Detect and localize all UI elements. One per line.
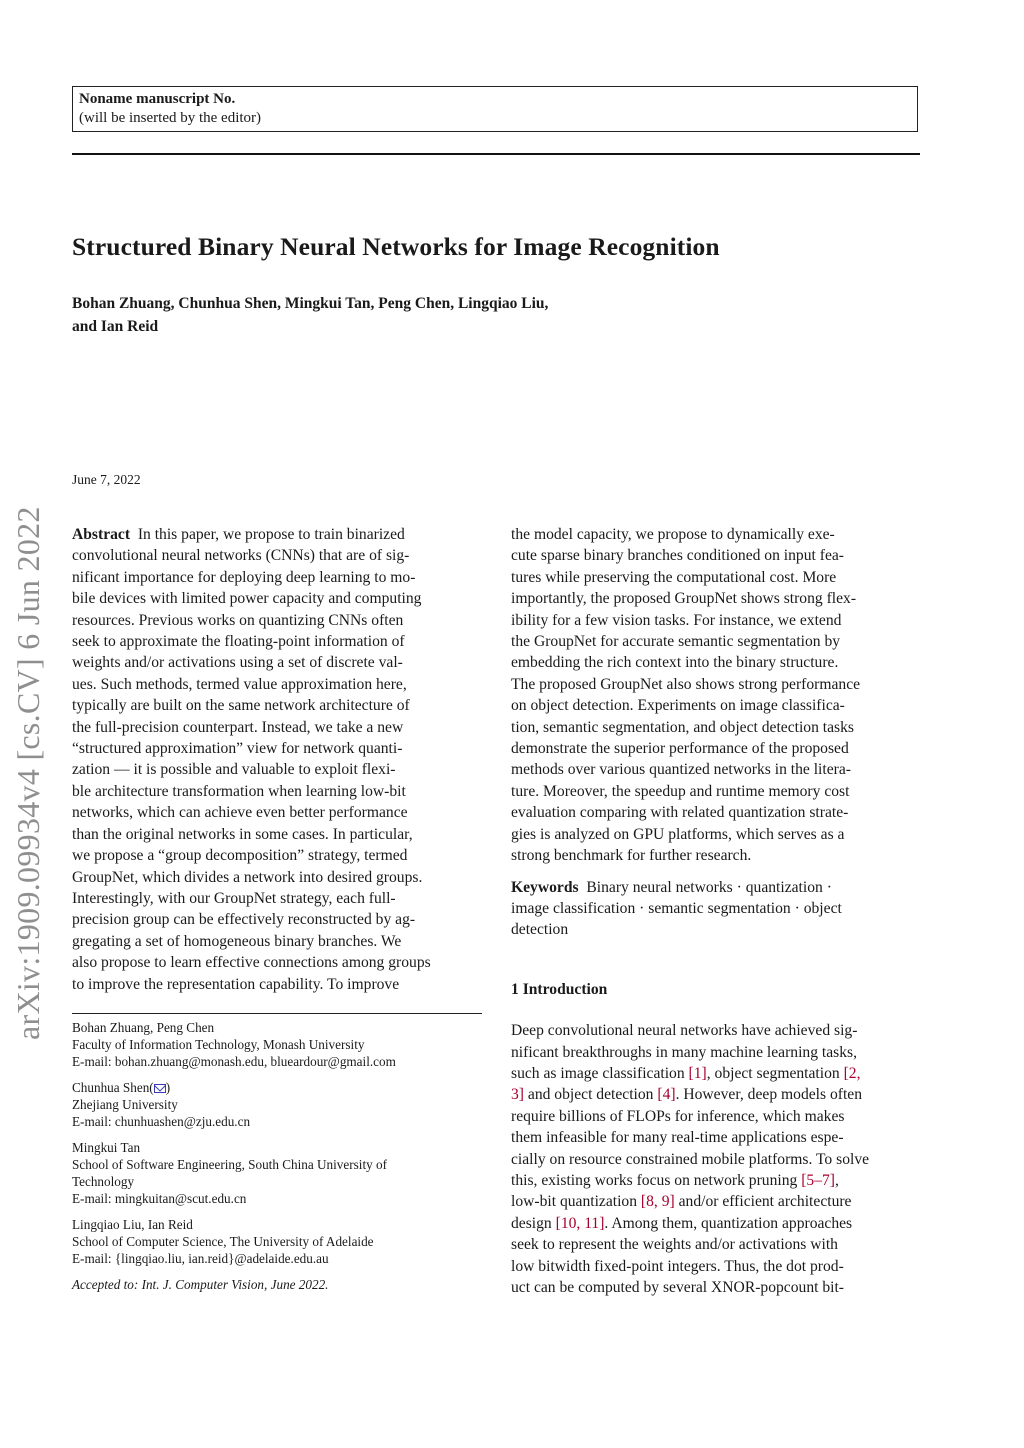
abstract-line: networks, which can achieve even better performance bbox=[72, 804, 408, 822]
affiliation-names: Bohan Zhuang, Peng Chen bbox=[72, 1020, 215, 1035]
abstract-line: ble architecture transformation when learning low-bit bbox=[72, 782, 406, 800]
abstract-line: the GroupNet for accurate semantic segmentation by bbox=[511, 633, 841, 651]
affiliation-1 bbox=[72, 1019, 484, 1070]
abstract-line: ues. Such methods, termed value approximation here, bbox=[72, 675, 407, 693]
intro-line: this, existing works focus on network pruning [5–7], bbox=[511, 1171, 839, 1189]
intro-line: cially on resource constrained mobile platforms. To solve bbox=[511, 1150, 870, 1168]
abstract-line: precision group can be effectively reconstructed by ag- bbox=[72, 911, 416, 929]
intro-line: 3] and object detection [4]. However, deep models often bbox=[511, 1086, 863, 1104]
affiliation-org: Zhejiang University bbox=[72, 1097, 178, 1112]
abstract-line: methods over various quantized networks in the litera- bbox=[511, 761, 851, 779]
abstract-left-column bbox=[72, 524, 484, 995]
citation-link[interactable]: [4] bbox=[657, 1086, 676, 1104]
intro-line: such as image classification [1], object segmentation [2, bbox=[511, 1064, 861, 1082]
intro-line: require billions of FLOPs for inference, which makes bbox=[511, 1107, 845, 1125]
affiliation-org: Faculty of Information Technology, Monash University bbox=[72, 1037, 365, 1052]
arxiv-identifier-watermark: arXiv:1909.09934v4 [cs.CV] 6 Jun 2022 bbox=[10, 506, 46, 1040]
affiliation-email: E-mail: mingkuitan@scut.edu.cn bbox=[72, 1191, 247, 1206]
editor-note-box bbox=[72, 86, 918, 132]
abstract-line: zation — it is possible and valuable to exploit flexi- bbox=[72, 761, 396, 779]
author-line-2: and Ian Reid bbox=[72, 318, 159, 335]
abstract-line: demonstrate the superior performance of the proposed bbox=[511, 740, 849, 758]
section-heading-introduction: 1 Introduction bbox=[511, 980, 608, 998]
author-list bbox=[72, 292, 548, 338]
affiliation-email: E-mail: chunhuashen@zju.edu.cn bbox=[72, 1114, 251, 1129]
abstract-line: also propose to learn effective connections among groups bbox=[72, 954, 431, 972]
abstract-line: Abstract In this paper, we propose to train binarized bbox=[72, 526, 405, 543]
affiliation-email: E-mail: {lingqiao.liu, ian.reid}@adelaide.edu.au bbox=[72, 1251, 329, 1266]
abstract-line: embedding the rich context into the binary structure. bbox=[511, 654, 839, 672]
abstract-line: convolutional neural networks (CNNs) that are of sig- bbox=[72, 547, 410, 565]
abstract-line: ibility for a few vision tasks. For instance, we extend bbox=[511, 611, 842, 629]
intro-line: uct can be computed by several XNOR-popcount bit- bbox=[511, 1279, 845, 1296]
paper-title: Structured Binary Neural Networks for Image Recognition bbox=[72, 232, 720, 261]
affiliation-2 bbox=[72, 1079, 484, 1130]
affiliation-names: Lingqiao Liu, Ian Reid bbox=[72, 1217, 193, 1232]
intro-line: low-bit quantization [8, 9] and/or efficient architecture bbox=[511, 1193, 852, 1211]
intro-line: Deep convolutional neural networks have achieved sig- bbox=[511, 1022, 858, 1040]
abstract-line: ture. Moreover, the speedup and runtime memory cost bbox=[511, 782, 850, 800]
abstract-line: bile devices with limited power capacity and computing bbox=[72, 590, 422, 608]
envelope-icon bbox=[154, 1084, 166, 1093]
abstract-line: resources. Previous works on quantizing CNNs often bbox=[72, 611, 404, 629]
intro-line: design [10, 11]. Among them, quantization approaches bbox=[511, 1214, 853, 1232]
affiliation-email: E-mail: bohan.zhuang@monash.edu, blueardour@gmail.com bbox=[72, 1054, 396, 1069]
abstract-line: the full-precision counterpart. Instead, we take a new bbox=[72, 718, 404, 736]
acceptance-note: Accepted to: Int. J. Computer Vision, June 2022. bbox=[72, 1277, 329, 1292]
abstract-line: typically are built on the same network architecture of bbox=[72, 697, 410, 715]
affiliation-names: Mingkui Tan bbox=[72, 1140, 141, 1155]
affiliation-org-cont: Technology bbox=[72, 1174, 135, 1189]
abstract-line: seek to approximate the floating-point information of bbox=[72, 633, 405, 651]
citation-link[interactable]: [10, 11] bbox=[555, 1214, 605, 1232]
abstract-line: tion, semantic segmentation, and object detection tasks bbox=[511, 718, 854, 736]
keywords-line: image classification · semantic segmentation · object bbox=[511, 899, 842, 917]
citation-link[interactable]: 3] bbox=[511, 1086, 524, 1104]
affiliation-org: School of Computer Science, The University of Adelaide bbox=[72, 1234, 374, 1249]
abstract-line: to improve the representation capability. To improve bbox=[72, 975, 400, 993]
abstract-line: than the original networks in some cases. In particular, bbox=[72, 825, 413, 843]
right-column bbox=[511, 524, 921, 1298]
footnote-rule bbox=[72, 1013, 482, 1014]
abstract-line: Interestingly, with our GroupNet strategy, each full- bbox=[72, 889, 396, 907]
editor-note: (will be inserted by the editor) bbox=[79, 110, 262, 126]
abstract-line: gregating a set of homogeneous binary branches. We bbox=[72, 932, 402, 950]
abstract-line: The proposed GroupNet also shows strong performance bbox=[511, 675, 861, 693]
intro-line: seek to represent the weights and/or activations with bbox=[511, 1236, 838, 1254]
intro-line: them infeasible for many real-time applications espe- bbox=[511, 1129, 844, 1147]
citation-link[interactable]: [8, 9] bbox=[640, 1193, 675, 1211]
abstract-line: cute sparse binary branches conditioned on input fea- bbox=[511, 547, 844, 565]
intro-line: low bitwidth fixed-point integers. Thus, the dot prod- bbox=[511, 1257, 844, 1275]
abstract-line: gies is analyzed on GPU platforms, which serves as a bbox=[511, 825, 845, 843]
abstract-line: evaluation comparing with related quantization strate- bbox=[511, 804, 849, 822]
intro-line: nificant breakthroughs in many machine learning tasks, bbox=[511, 1043, 857, 1061]
citation-link[interactable]: [1] bbox=[688, 1064, 707, 1082]
abstract-line: GroupNet, which divides a network into desired groups. bbox=[72, 868, 423, 886]
keywords-label: Keywords bbox=[511, 878, 579, 896]
affiliation-3 bbox=[72, 1139, 484, 1207]
citation-link[interactable]: [5–7] bbox=[801, 1171, 835, 1189]
abstract-line: on object detection. Experiments on image classifica- bbox=[511, 697, 845, 715]
affiliation-4 bbox=[72, 1216, 484, 1267]
abstract-label: Abstract bbox=[72, 526, 131, 543]
abstract-line: nificant importance for deploying deep learning to mo- bbox=[72, 568, 416, 586]
abstract-line: importantly, the proposed GroupNet shows strong flex- bbox=[511, 590, 857, 608]
affiliation-org: School of Software Engineering, South China University of bbox=[72, 1157, 387, 1172]
abstract-line: we propose a “group decomposition” strategy, termed bbox=[72, 847, 408, 865]
abstract-line: the model capacity, we propose to dynamically exe- bbox=[511, 526, 835, 543]
author-line-1: Bohan Zhuang, Chunhua Shen, Mingkui Tan, Peng Chen, Lingqiao Liu, bbox=[72, 295, 549, 312]
abstract-line: weights and/or activations using a set of discrete val- bbox=[72, 654, 403, 672]
affiliation-names: Chunhua Shen( ) bbox=[72, 1080, 171, 1095]
affiliation-footnotes bbox=[72, 1019, 484, 1293]
header-rule bbox=[72, 153, 920, 155]
abstract-line: tures while preserving the computational cost. More bbox=[511, 568, 837, 586]
keywords-line: Keywords Binary neural networks · quantization · bbox=[511, 878, 832, 896]
citation-link[interactable]: [2, bbox=[843, 1064, 861, 1082]
manuscript-number-label: Noname manuscript No. bbox=[79, 91, 236, 107]
paper-date: June 7, 2022 bbox=[72, 472, 141, 487]
keywords-line: detection bbox=[511, 921, 569, 939]
abstract-line: “structured approximation” view for network quanti- bbox=[72, 740, 403, 758]
abstract-line: strong benchmark for further research. bbox=[511, 847, 752, 865]
